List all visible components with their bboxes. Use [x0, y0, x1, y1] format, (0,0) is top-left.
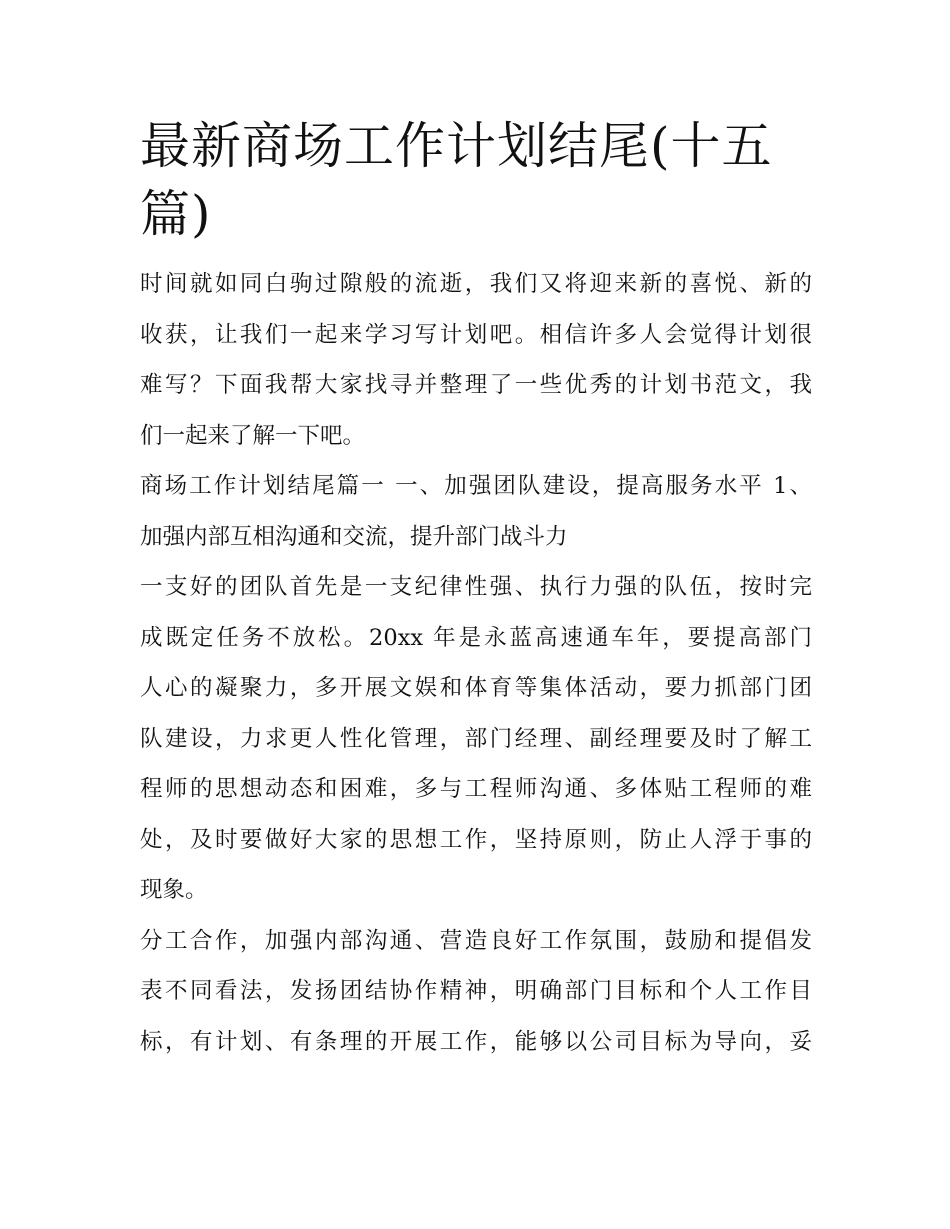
section-heading-paragraph [140, 461, 812, 562]
body-paragraph [140, 916, 812, 1068]
document-body [140, 112, 812, 1067]
paragraph-line: 人心的凝聚力，多开展文娱和体育等集体活动，要力抓部门团 [140, 675, 812, 701]
paragraph-line: 队建设，力求更人性化管理，部门经理、副经理要及时了解工 [140, 725, 812, 752]
paragraph-line: 成既定任务不放松。20xx 年是永蓝高速通车年，要提高部门 [140, 624, 812, 651]
paragraph-line: 一支好的团队首先是一支纪律性强、执行力强的队伍，按时完 [140, 574, 812, 600]
title-line: 篇) [140, 185, 212, 243]
paragraph-line: 商场工作计划结尾篇一 一、加强团队建设，提高服务水平 1、 [140, 473, 812, 499]
title-line: 最新商场工作计划结尾(十五 [140, 117, 773, 175]
paragraph-line: 处，及时要做好大家的思想工作，坚持原则，防止人浮于事的 [140, 826, 812, 853]
paragraph-line: 标，有计划、有条理的开展工作，能够以公司目标为导向，妥 [140, 1028, 812, 1055]
paragraph-line: 难写？下面我帮大家找寻并整理了一些优秀的计划书范文，我 [140, 372, 812, 398]
paragraph-line: 程师的思想动态和困难，多与工程师沟通、多体贴工程师的难 [140, 776, 812, 802]
body-paragraph [140, 562, 812, 916]
document-title [140, 112, 812, 248]
intro-paragraph [140, 259, 812, 461]
paragraph-line: 收获，让我们一起来学习写计划吧。相信许多人会觉得计划很 [140, 321, 812, 348]
paragraph-line: 们一起来了解一下吧。 [140, 422, 366, 449]
paragraph-line: 现象。 [140, 877, 208, 903]
paragraph-line: 时间就如同白驹过隙般的流逝，我们又将迎来新的喜悦、新的 [140, 271, 812, 297]
paragraph-line: 表不同看法，发扬团结协作精神，明确部门目标和个人工作目 [140, 978, 812, 1004]
paragraph-line: 分工合作，加强内部沟通、营造良好工作氛围，鼓励和提倡发 [140, 927, 812, 954]
paragraph-line: 加强内部互相沟通和交流，提升部门战斗力 [140, 523, 568, 550]
